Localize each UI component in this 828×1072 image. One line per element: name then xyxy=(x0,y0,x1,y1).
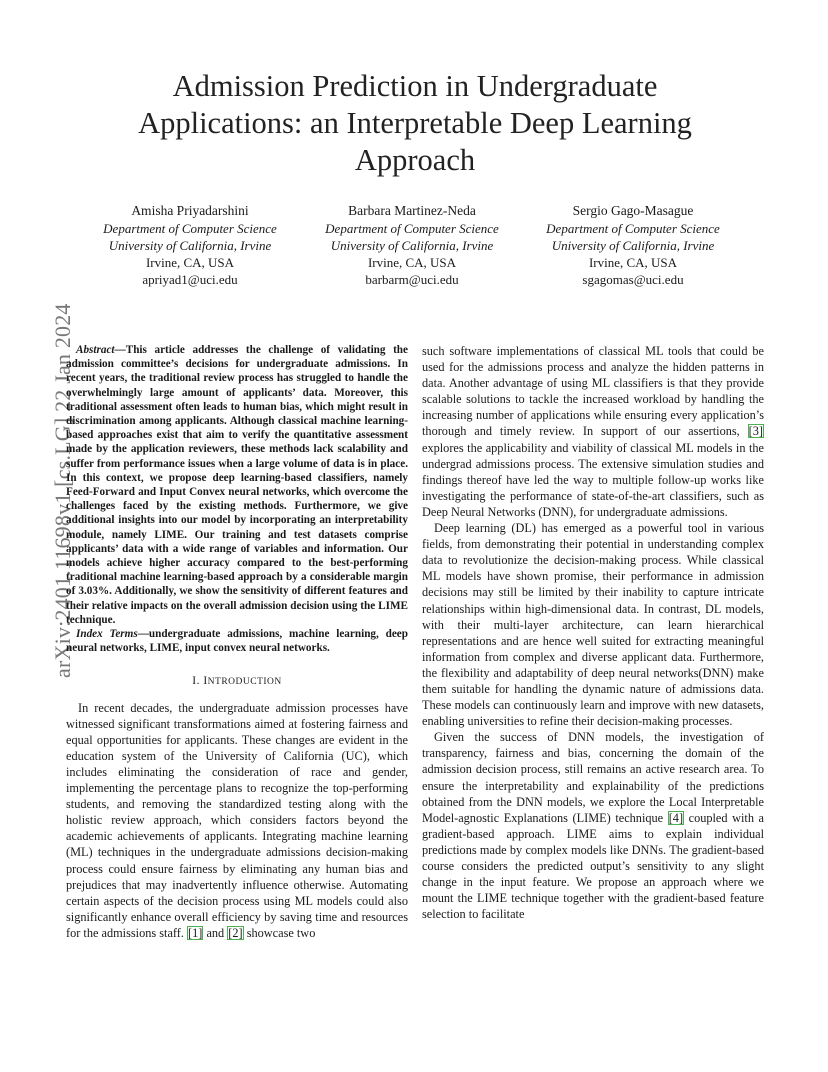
author-1 xyxy=(75,202,305,288)
author-univ: University of California, Irvine xyxy=(108,238,272,253)
paper-title: Admission Prediction in Undergraduate Applications: an Interpretable Deep Learning Approach xyxy=(138,69,692,177)
author-name: Barbara Martinez-Neda xyxy=(348,203,476,218)
abstract-label: Abstract xyxy=(76,344,115,356)
left-column xyxy=(66,343,408,941)
citation-link[interactable]: [1] xyxy=(188,925,203,940)
author-email: apriyad1@uci.edu xyxy=(142,272,238,287)
author-dept: Department of Computer Science xyxy=(325,221,499,236)
citation-link[interactable]: [3] xyxy=(748,424,763,439)
index-terms-label: Index Terms xyxy=(76,628,138,641)
author-name: Amisha Priyadarshini xyxy=(131,203,249,218)
citation-link[interactable]: [4] xyxy=(668,810,684,825)
author-univ: University of California, Irvine xyxy=(330,238,494,253)
abstract-text: —This article addresses the challenge of validating the admission committee’s decisions for undergraduate admissions. In recent years, the traditional review process has struggled to handle the overwhelmingly large amount of applicants’ data. Moreover, this traditional assessment often leads to human bias, which might result in discrimination among applicants. Although classical machine learning-based approaches exist that aim to verify the quantitative assessment made by the application reviewers, these methods lack scalability and suffer from performance issues when a large volume of data is in place. In this context, we propose deep learning-based classifiers, namely Feed-Forward and Input Convex neural networks, which overcome the challenges faced by the existing methods. Furthermore, we give additional insights into our model by incorporating an interpretability module, namely LIME. Our training and test datasets comprise applicants’ data with a wide range of variables and information. Our models achieve higher accuracy compared to the best-performing traditional machine learning-based approach by a considerable margin of 3.03%. Additionally, we show the sensitivity of different features and their relative impacts on the overall admission decision using the LIME technique. xyxy=(66,344,408,626)
author-name: Sergio Gago-Masague xyxy=(572,203,694,218)
author-location: Irvine, CA, USA xyxy=(588,255,678,270)
author-dept: Department of Computer Science xyxy=(103,221,277,236)
abstract xyxy=(66,343,408,627)
citation-link[interactable]: [2] xyxy=(228,925,243,940)
body-paragraph: Deep learning (DL) has emerged as a powerful tool in various fields, from demonstrating their potential in understanding complex data to revolutionize the decision-making process. While classical ML models have shown promise, their performance in admission decisions may still be limited by their inability to capture intricate relationships within high-dimensional data. In contrast, DL models, with their multi-layer architecture, can learn hierarchical representations and are hence well suited for extracting meaningful information from complex and diverse applicant data. Furthermore, the flexibility and adaptability of deep neural networks(DNN) make them suitable for handling the dynamic nature of admissions data. These models can continuously learn and improve with new datasets, enabling universities to refine their decision-making processes. xyxy=(422,521,764,729)
arxiv-identifier: arXiv:2401.11698v1 [cs.LG] 22 Jan 2024 xyxy=(50,303,75,678)
body-paragraph: such software implementations of classical ML tools that could be used for the admissions process and analyze the hidden patterns in data. Another advantage of using ML classifiers is that they provide scalable solutions to tackle the increased workload by handling the increasing number of applications while ensuring every application’s thorough and timely review. In support of our assertions, [3] explores the applicability and viability of classical ML models in the undergrad admissions process. The extensive simulation studies and findings thereof have led the way to multiple follow-up works like investigating the performance of state-of-the-art classifiers, such as Deep Neural Networks (DNN), for undergraduate admissions. xyxy=(422,344,764,519)
body-paragraph: Given the success of DNN models, the investigation of transparency, fairness and bias, concerning the domain of the admission decision process, still remains an active research area. To ensure the interpretability and explainability of the predictions obtained from the DNN models, we explore the Local Interpretable Model-agnostic Explanations (LIME) technique [4] coupled with a gradient-based approach. LIME aims to explain individual predictions made by complex models like DNNs. The gradient-based course considers the predicted output’s sensitivity to any slight change in the input feature. We propose an approach where we mount the LIME technique together with the gradient-based feature selection to facilitate xyxy=(422,730,764,922)
author-dept: Department of Computer Science xyxy=(546,221,720,236)
author-univ: University of California, Irvine xyxy=(551,238,715,253)
index-terms xyxy=(66,627,408,655)
author-location: Irvine, CA, USA xyxy=(145,255,235,270)
index-terms-text: —undergraduate admissions, machine learning, deep neural networks, LIME, input convex neural networks. xyxy=(66,628,408,655)
arxiv-sidebar xyxy=(22,290,75,680)
author-3 xyxy=(518,202,748,288)
right-column xyxy=(422,343,764,922)
author-location: Irvine, CA, USA xyxy=(367,255,457,270)
intro-paragraph: In recent decades, the undergraduate admission processes have witnessed significant transformations aimed at fostering fairness and equal opportunities for applicants. These changes are evident in the education system of the University of California (UC), which includes eliminating the consideration of race and gender, implementing the percentage plans to recognize the top-performing students, and removing the standardized testing along with the holistic review approach, which considers factors beyond the academic achievements of applicants. Integrating machine learning (ML) techniques in the undergraduate admissions decision-making process could ensure fairness by eliminating any human bias and prejudices that may inadvertently influence otherwise. Automating certain aspects of the decision process using ML models could also significantly enhance overall efficiency by saving time and resources for the admissions staff. [1] and [2] showcase two xyxy=(66,700,408,940)
section-heading: I. INTRODUCTION xyxy=(192,675,282,688)
author-email: barbarm@uci.edu xyxy=(365,272,459,287)
author-2 xyxy=(297,202,527,288)
author-email: sgagomas@uci.edu xyxy=(582,272,684,287)
